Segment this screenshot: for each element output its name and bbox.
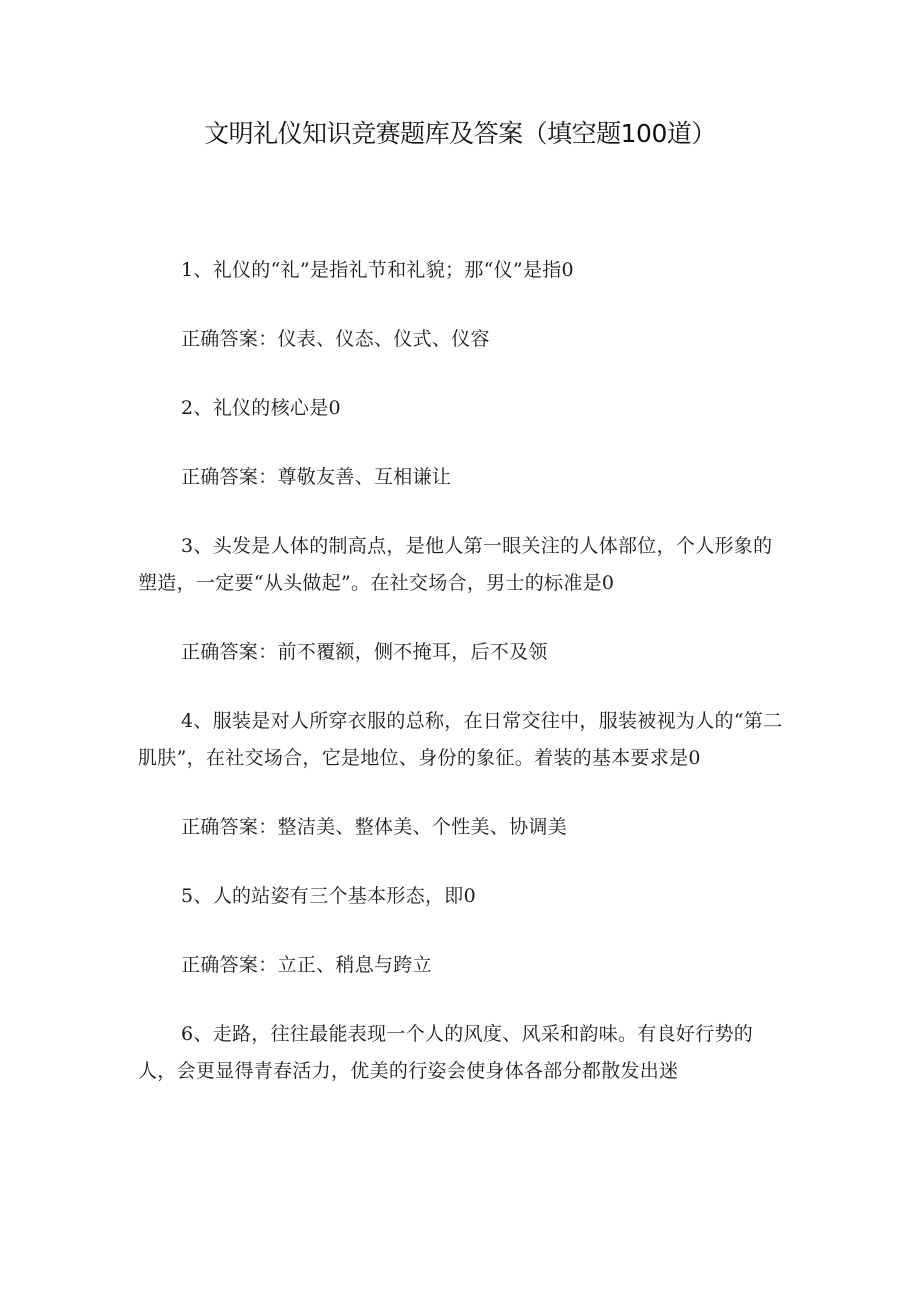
answer-4: 正确答案：整洁美、整体美、个性美、协调美 <box>181 816 568 838</box>
answer-1: 正确答案：仪表、仪态、仪式、仪容 <box>181 328 490 350</box>
question-2: 2、礼仪的核心是0 <box>181 397 341 419</box>
question-5: 5、人的站姿有三个基本形态，即0 <box>181 885 476 907</box>
answer-5: 正确答案：立正、稍息与跨立 <box>181 954 432 976</box>
answer-2: 正确答案：尊敬友善、互相谦让 <box>181 466 452 488</box>
question-3: 3、头发是人体的制高点，是他人第一眼关注的人体部位，个人形象的塑造，一定要“从头做起”。在社交场合，男士的标准是0 <box>138 535 773 594</box>
question-6: 6、走路，往往最能表现一个人的风度、风采和韵味。有良好行势的人，会更显得青春活力，优美的行姿会使身体各部分都散发出迷 <box>138 1023 754 1082</box>
question-1: 1、礼仪的“礼”是指礼节和礼貌；那“仪”是指0 <box>181 259 574 281</box>
question-4: 4、服装是对人所穿衣服的总称，在日常交往中，服装被视为人的“第二肌肤”，在社交场合，它是地位、身份的象征。着装的基本要求是0 <box>138 710 783 769</box>
answer-3: 正确答案：前不覆额，侧不掩耳，后不及领 <box>181 641 548 663</box>
document-body <box>138 252 788 1122</box>
document-title: 文明礼仪知识竞赛题库及答案（填空题100道） <box>204 119 716 148</box>
